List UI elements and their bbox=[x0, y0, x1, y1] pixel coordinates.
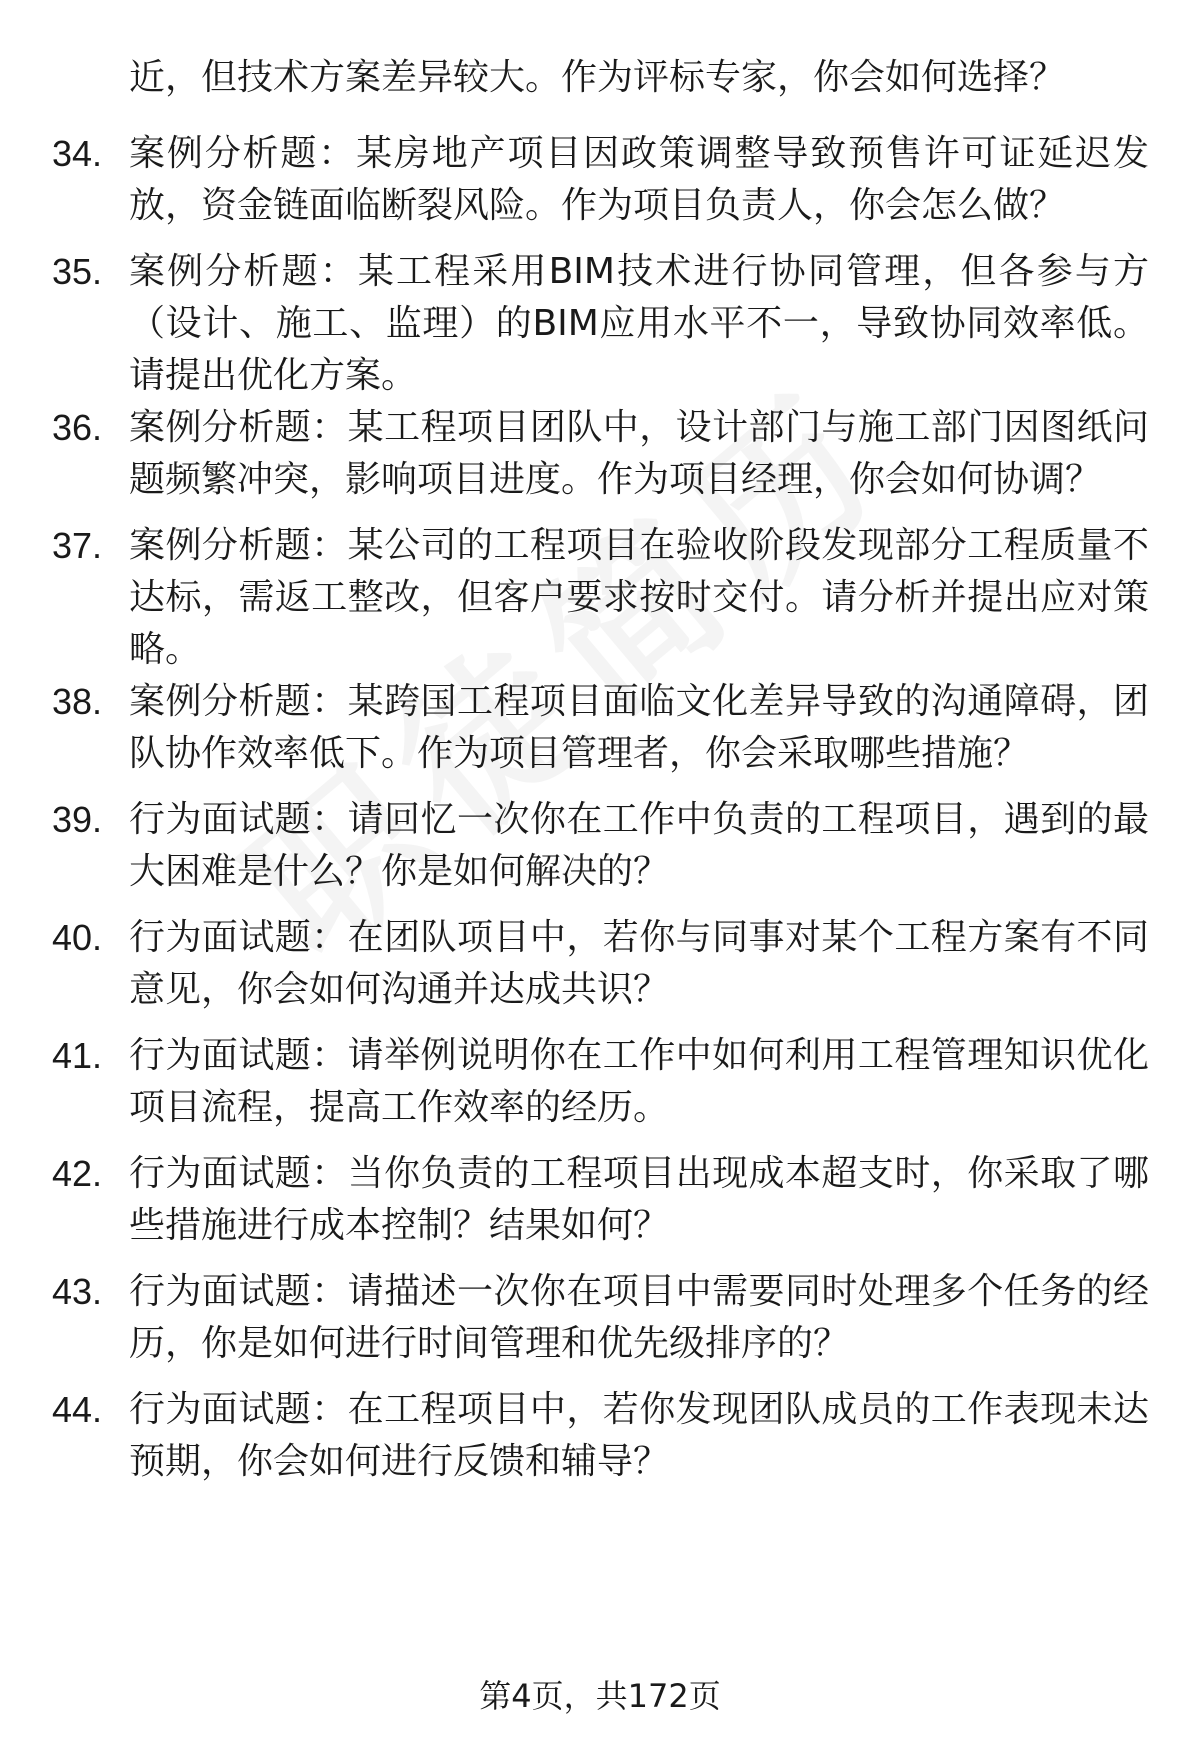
question-number: 42. bbox=[52, 1153, 103, 1194]
question-text: 行为面试题：请描述一次你在项目中需要同时处理多个任务的经历，你是如何进行时间管理和优先级排序的？ bbox=[129, 1271, 1149, 1364]
question-text: 行为面试题：请举例说明你在工作中如何利用工程管理知识优化项目流程，提高工作效率的经历。 bbox=[129, 1035, 1149, 1128]
question-text: 行为面试题：请回忆一次你在工作中负责的工程项目，遇到的最大困难是什么？你是如何解决的？ bbox=[129, 799, 1149, 892]
question-number: 38. bbox=[52, 681, 103, 722]
question-number: 44. bbox=[52, 1389, 103, 1430]
question-text: 案例分析题：某房地产项目因政策调整导致预售许可证延迟发放，资金链面临断裂风险。作为项目负责人，你会怎么做？ bbox=[129, 133, 1149, 226]
question-text: 案例分析题：某工程采用BIM技术进行协同管理，但各参与方（设计、施工、监理）的BIM应用水平不一，导致协同效率低。请提出优化方案。 bbox=[129, 251, 1149, 396]
question-number: 37. bbox=[52, 525, 103, 566]
continuation-text: 近，但技术方案差异较大。作为评标专家，你会如何选择？ bbox=[129, 57, 1066, 98]
question-text: 行为面试题：在团队项目中，若你与同事对某个工程方案有不同意见，你会如何沟通并达成共识？ bbox=[129, 917, 1149, 1010]
page-footer: 第4页，共172页 bbox=[479, 1677, 721, 1715]
question-text: 案例分析题：某公司的工程项目在验收阶段发现部分工程质量不达标，需返工整改，但客户要求按时交付。请分析并提出应对策略。 bbox=[129, 525, 1149, 670]
question-number: 36. bbox=[52, 407, 103, 448]
question-number: 41. bbox=[52, 1035, 103, 1076]
question-text: 案例分析题：某工程项目团队中，设计部门与施工部门因图纸问题频繁冲突，影响项目进度。作为项目经理，你会如何协调？ bbox=[129, 407, 1149, 500]
question-number: 34. bbox=[52, 133, 103, 174]
question-text: 案例分析题：某跨国工程项目面临文化差异导致的沟通障碍，团队协作效率低下。作为项目管理者，你会采取哪些措施？ bbox=[129, 681, 1149, 774]
question-number: 40. bbox=[52, 917, 103, 958]
question-text: 行为面试题：在工程项目中，若你发现团队成员的工作表现未达预期，你会如何进行反馈和辅导？ bbox=[129, 1389, 1149, 1482]
question-text: 行为面试题：当你负责的工程项目出现成本超支时，你采取了哪些措施进行成本控制？结果如何？ bbox=[129, 1153, 1149, 1246]
question-number: 39. bbox=[52, 799, 103, 840]
question-number: 35. bbox=[52, 251, 103, 292]
question-number: 43. bbox=[52, 1271, 103, 1312]
